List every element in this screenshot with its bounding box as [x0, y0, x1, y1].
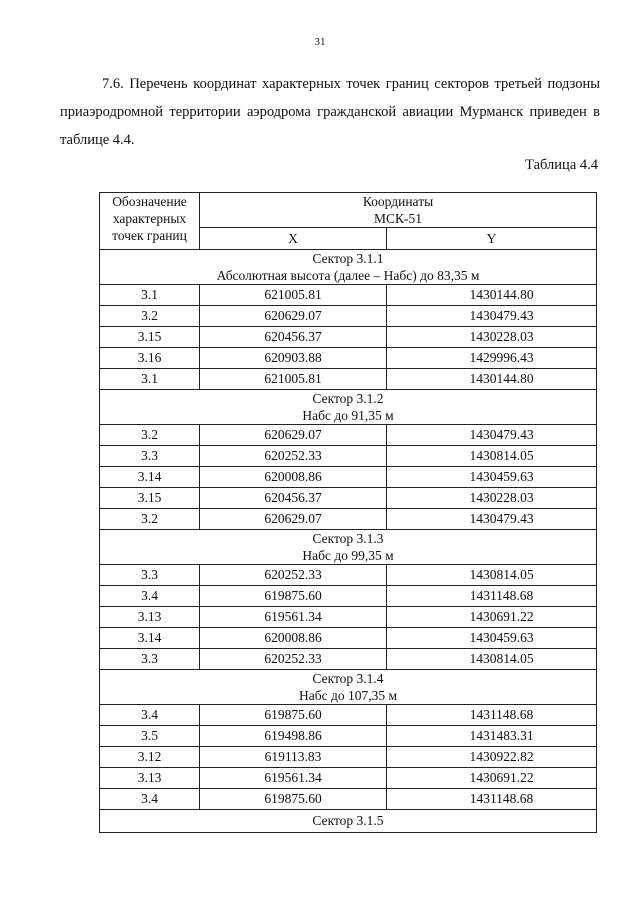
- x-cell: 620252.33: [200, 565, 387, 586]
- table-row: [100, 369, 597, 390]
- x-cell: 620456.37: [200, 488, 387, 509]
- coordinates-table: [99, 192, 597, 833]
- trailing-sector-row: [100, 810, 597, 833]
- header-points-line: характерных: [112, 211, 187, 226]
- header-points-line: Обозначение: [112, 194, 187, 209]
- sector-header: [100, 390, 597, 425]
- point-cell: 3.4: [100, 789, 200, 810]
- x-cell: 620903.88: [200, 348, 387, 369]
- y-cell: 1430479.43: [387, 425, 597, 446]
- table-row: [100, 565, 597, 586]
- table-body: [100, 250, 597, 833]
- table-row: [100, 705, 597, 726]
- sector-title: Сектор 3.1.1: [312, 251, 384, 266]
- x-cell: 620008.86: [200, 467, 387, 488]
- point-cell: 3.2: [100, 306, 200, 327]
- y-cell: 1430479.43: [387, 306, 597, 327]
- header-coords-line: Координаты: [362, 194, 434, 209]
- x-cell: 619875.60: [200, 789, 387, 810]
- point-cell: 3.16: [100, 348, 200, 369]
- table-row: [100, 768, 597, 789]
- y-cell: 1431148.68: [387, 705, 597, 726]
- y-cell: 1431148.68: [387, 789, 597, 810]
- table-row: [100, 649, 597, 670]
- sector-height-note: Абсолютная высота (далее – Набс) до 83,35 м: [216, 268, 480, 283]
- sector-header: [100, 530, 597, 565]
- table-row: [100, 747, 597, 768]
- point-cell: 3.4: [100, 586, 200, 607]
- x-cell: 620629.07: [200, 509, 387, 530]
- sector-title: Сектор 3.1.4: [312, 671, 384, 686]
- x-cell: 620008.86: [200, 628, 387, 649]
- intro-paragraph: 7.6. Перечень координат характерных точек границ секторов третьей подзоны приаэродромной территории аэродрома гражданской авиации Мурманск приведен в таблице 4.4.: [60, 76, 600, 148]
- sector-header: [100, 670, 597, 705]
- x-cell: 620629.07: [200, 425, 387, 446]
- header-coords-line: МСК-51: [373, 211, 422, 226]
- x-cell: 619561.34: [200, 768, 387, 789]
- y-cell: 1430691.22: [387, 607, 597, 628]
- y-cell: 1430228.03: [387, 327, 597, 348]
- y-cell: 1430479.43: [387, 509, 597, 530]
- sector-height-note: Набс до 107,35 м: [298, 688, 397, 703]
- header-points: [100, 193, 200, 250]
- table-row: [100, 509, 597, 530]
- point-cell: 3.15: [100, 327, 200, 348]
- sector-height-note: Набс до 91,35 м: [302, 408, 394, 423]
- x-cell: 620252.33: [200, 649, 387, 670]
- x-cell: 619875.60: [200, 705, 387, 726]
- x-cell: 619561.34: [200, 607, 387, 628]
- x-cell: 621005.81: [200, 285, 387, 306]
- sector-height-note: Набс до 99,35 м: [302, 548, 394, 563]
- point-cell: 3.5: [100, 726, 200, 747]
- table-row: [100, 467, 597, 488]
- sector-title: Сектор 3.1.3: [312, 531, 384, 546]
- point-cell: 3.4: [100, 705, 200, 726]
- y-cell: 1430922.82: [387, 747, 597, 768]
- y-cell: 1431483.31: [387, 726, 597, 747]
- page-number: 31: [314, 36, 326, 48]
- point-cell: 3.13: [100, 768, 200, 789]
- y-cell: 1430459.63: [387, 467, 597, 488]
- header-coords: [200, 193, 597, 228]
- header-x: X: [200, 228, 387, 250]
- y-cell: 1430144.80: [387, 285, 597, 306]
- x-cell: 620629.07: [200, 306, 387, 327]
- y-cell: 1431148.68: [387, 586, 597, 607]
- table-label: Таблица 4.4: [525, 157, 598, 173]
- sector-header: [100, 250, 597, 285]
- x-cell: 619498.86: [200, 726, 387, 747]
- point-cell: 3.2: [100, 425, 200, 446]
- point-cell: 3.12: [100, 747, 200, 768]
- table-row: [100, 607, 597, 628]
- point-cell: 3.3: [100, 565, 200, 586]
- x-cell: 619875.60: [200, 586, 387, 607]
- table-row: [100, 285, 597, 306]
- table-row: [100, 348, 597, 369]
- y-cell: 1429996.43: [387, 348, 597, 369]
- point-cell: 3.1: [100, 285, 200, 306]
- table-row: [100, 586, 597, 607]
- point-cell: 3.2: [100, 509, 200, 530]
- sector-header-row: [100, 250, 597, 285]
- table-row: [100, 446, 597, 467]
- y-cell: 1430228.03: [387, 488, 597, 509]
- y-cell: 1430814.05: [387, 446, 597, 467]
- header-y: Y: [387, 228, 597, 250]
- y-cell: 1430814.05: [387, 565, 597, 586]
- point-cell: 3.1: [100, 369, 200, 390]
- point-cell: 3.3: [100, 649, 200, 670]
- table-row: [100, 789, 597, 810]
- point-cell: 3.13: [100, 607, 200, 628]
- trailing-sector-title: Сектор 3.1.5: [100, 810, 597, 833]
- y-cell: 1430459.63: [387, 628, 597, 649]
- point-cell: 3.15: [100, 488, 200, 509]
- x-cell: 621005.81: [200, 369, 387, 390]
- point-cell: 3.14: [100, 467, 200, 488]
- sector-title: Сектор 3.1.2: [312, 391, 384, 406]
- point-cell: 3.3: [100, 446, 200, 467]
- y-cell: 1430814.05: [387, 649, 597, 670]
- y-cell: 1430691.22: [387, 768, 597, 789]
- sector-header-row: [100, 670, 597, 705]
- sector-header-row: [100, 530, 597, 565]
- table-row: [100, 488, 597, 509]
- table-row: [100, 425, 597, 446]
- header-points-line: точек границ: [112, 228, 187, 243]
- y-cell: 1430144.80: [387, 369, 597, 390]
- sector-header-row: [100, 390, 597, 425]
- table-row: [100, 628, 597, 649]
- x-cell: 620252.33: [200, 446, 387, 467]
- table-row: [100, 306, 597, 327]
- table-row: [100, 726, 597, 747]
- x-cell: 620456.37: [200, 327, 387, 348]
- point-cell: 3.14: [100, 628, 200, 649]
- table-row: [100, 327, 597, 348]
- x-cell: 619113.83: [200, 747, 387, 768]
